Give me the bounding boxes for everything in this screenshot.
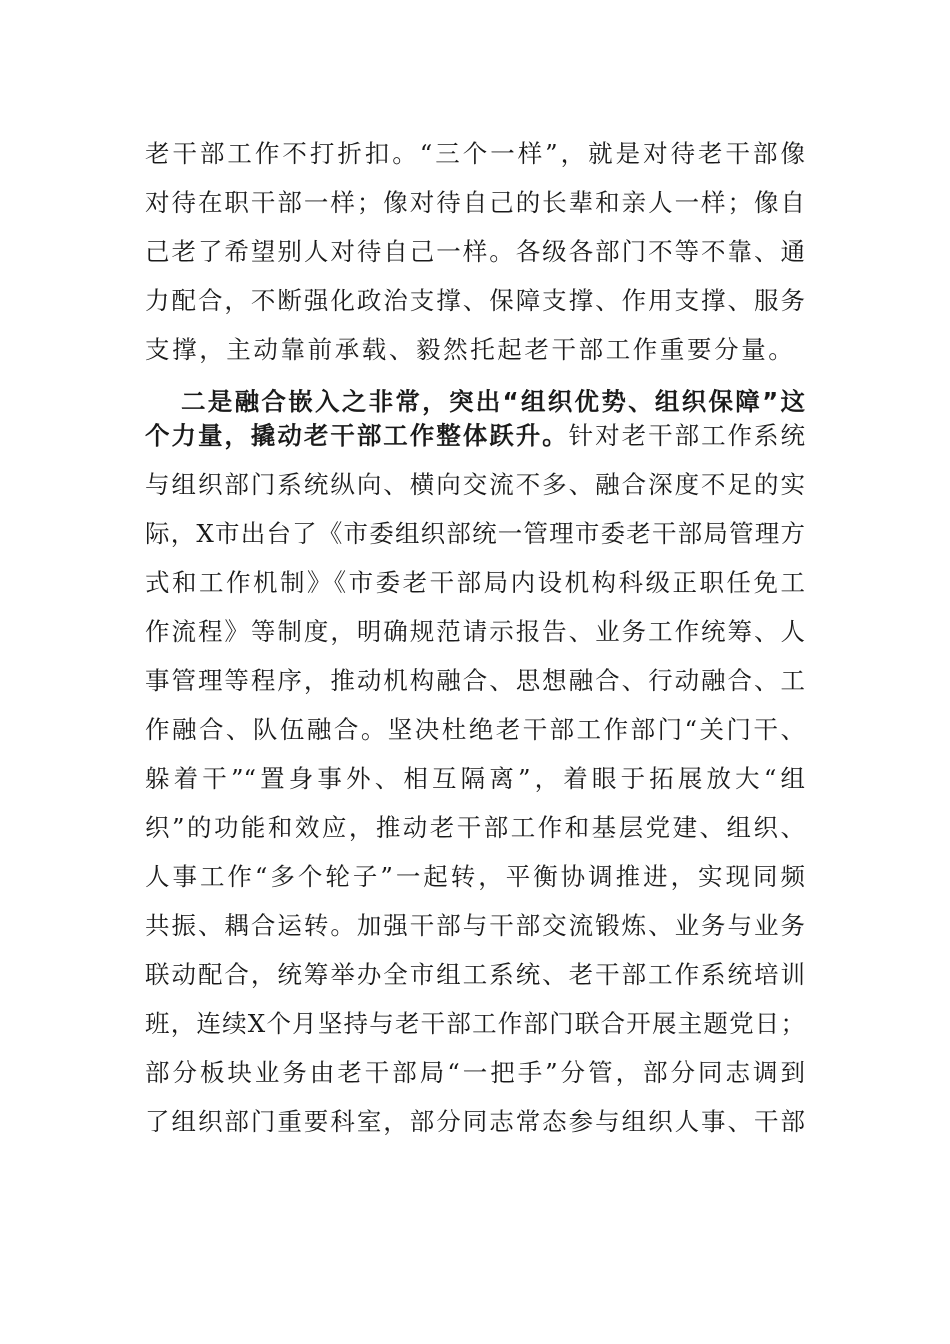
- text-line: 老干部工作不打折扣。“三个一样”，就是对待老干部像: [145, 139, 805, 168]
- text-line: 躲着干”“置身事外、相互隔离”，着眼于拓展放大“组: [145, 764, 805, 793]
- text-line: 了组织部门重要科室，部分同志常态参与组织人事、干部: [145, 1107, 805, 1136]
- text-line: 作流程》等制度，明确规范请示报告、业务工作统筹、人: [145, 617, 805, 646]
- text-line: 己老了希望别人对待自己一样。各级各部门不等不靠、通: [145, 237, 805, 266]
- text-line: 人事工作“多个轮子”一起转，平衡协调推进，实现同频: [145, 862, 805, 891]
- text-line: [145, 418, 805, 454]
- paragraph-heading-continued: 个力量，撬动老干部工作整体跃升。: [145, 421, 569, 450]
- text-line: 与组织部门系统纵向、横向交流不多、融合深度不足的实: [145, 470, 805, 499]
- text-run: 针对老干部工作系统: [568, 421, 806, 450]
- text-line: 对待在职干部一样；像对待自己的长辈和亲人一样；像自: [145, 188, 805, 217]
- text-line: 部分板块业务由老干部局“一把手”分管，部分同志调到: [145, 1058, 805, 1087]
- text-line: 联动配合，统筹举办全市组工系统、老干部工作系统培训: [145, 960, 805, 989]
- text-line: 作融合、队伍融合。坚决杜绝老干部工作部门“关门干、: [145, 715, 805, 744]
- text-line: 力配合，不断强化政治支撑、保障支撑、作用支撑、服务: [145, 286, 805, 315]
- text-line: 式和工作机制》《市委老干部局内设机构科级正职任免工: [145, 568, 805, 597]
- text-line: 班，连续X个月坚持与老干部工作部门联合开展主题党日；: [145, 1009, 805, 1038]
- text-line: 事管理等程序，推动机构融合、思想融合、行动融合、工: [145, 666, 805, 695]
- text-line: 共振、耦合运转。加强干部与干部交流锻炼、业务与业务: [145, 911, 805, 940]
- text-line: 际，X市出台了《市委组织部统一管理市委老干部局管理方: [145, 519, 805, 548]
- text-line: 织”的功能和效应，推动老干部工作和基层党建、组织、: [145, 813, 805, 842]
- paragraph-heading: 二是融合嵌入之非常，突出“组织优势、组织保障”这: [181, 387, 805, 416]
- text-line: 支撑，主动靠前承载、毅然托起老干部工作重要分量。: [145, 335, 796, 364]
